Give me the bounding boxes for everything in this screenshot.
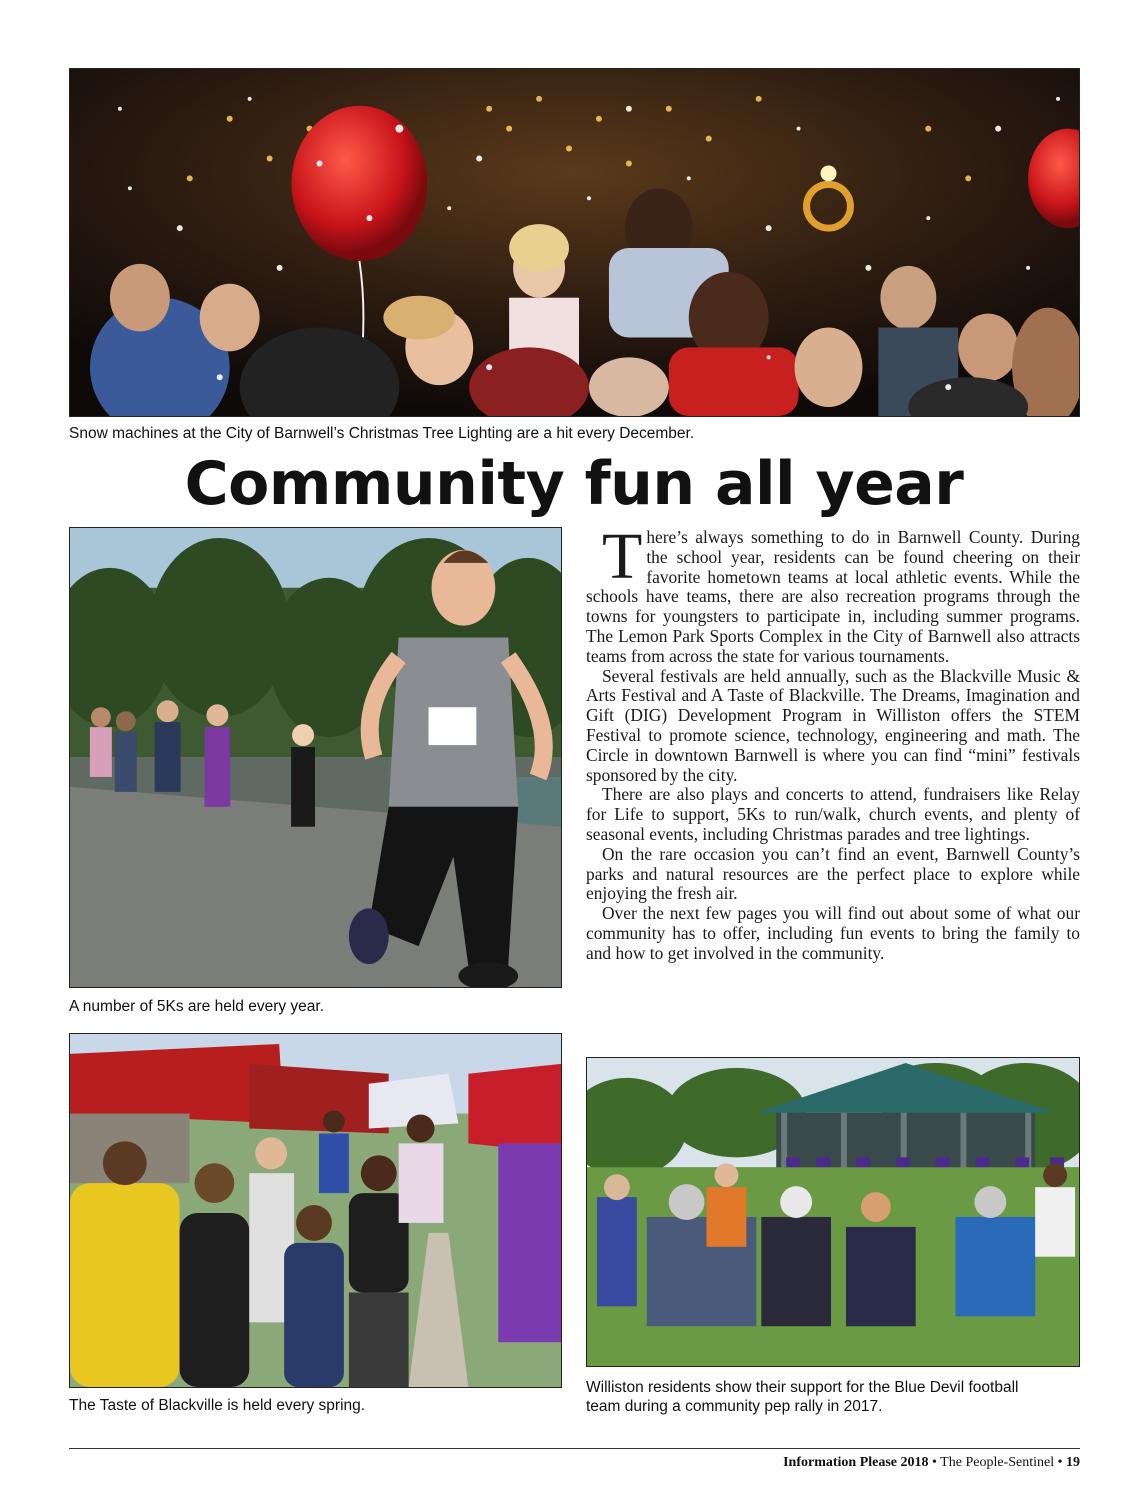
- page-number: 19: [1066, 1455, 1080, 1470]
- footer-separator-2: •: [1057, 1455, 1063, 1470]
- festival-photo: [69, 1033, 562, 1388]
- paragraph-1-text: here’s always something to do in Barnwell County. During the school year, residents can be found cheering on their favorite hometown teams at local athletic events. While the schools have teams, there are also recreation programs through the towns for youngsters to participate in, including summer programs. The Lemon Park Sports Complex in the City of Barnwell also attracts teams from across the state for various tournaments.: [586, 527, 1080, 666]
- festival-photo-caption: The Taste of Blackville is held every spring.: [69, 1397, 366, 1414]
- festival-photo-illustration: [70, 1034, 561, 1387]
- christmas-tree-lighting-photo: [69, 68, 1080, 417]
- christmas-photo-caption: Snow machines at the City of Barnwell’s Christmas Tree Lighting are a hit every December.: [69, 425, 695, 442]
- article-paragraph-1: [586, 520, 1080, 667]
- footer-paper-name: The People-Sentinel: [940, 1455, 1055, 1470]
- pep-rally-photo: [586, 1057, 1080, 1367]
- pep-rally-caption-line-2: team during a community pep rally in 2017.: [586, 1398, 883, 1415]
- page-footer: [783, 1454, 1080, 1472]
- article-body: [586, 520, 1080, 964]
- page-headline: Community fun all year: [184, 449, 964, 519]
- race-photo: [69, 527, 562, 988]
- article-paragraph-2: Several festivals are held annually, such as the Blackville Music & Arts Festival and A Taste of Blackville. The Dreams, Imagination and Gift (DIG) Development Program in Williston offers the STEM Festival to promote science, technology, engineering and math. The Circle in downtown Barnwell is where you can find “mini” festivals sponsored by the city.: [586, 665, 1080, 785]
- christmas-photo-illustration: [70, 69, 1079, 416]
- article-paragraph-3: There are also plays and concerts to attend, fundraisers like Relay for Life to support, 5Ks to run/walk, church events, and plenty of seasonal events, including Christmas parades and tree lightings.: [586, 784, 1080, 844]
- drop-cap: T: [602, 520, 643, 593]
- article-paragraph-4: On the rare occasion you can’t find an event, Barnwell County’s parks and natural resources are the perfect place to explore while enjoying the fresh air.: [586, 843, 1080, 904]
- footer-separator-1: •: [932, 1455, 937, 1470]
- race-photo-caption: A number of 5Ks are held every year.: [69, 998, 325, 1015]
- pep-rally-caption-line-1: Williston residents show their support for the Blue Devil football: [586, 1379, 1019, 1396]
- pep-rally-photo-caption: [586, 1378, 1080, 1416]
- race-photo-illustration: [70, 528, 561, 987]
- footer-rule: [69, 1448, 1080, 1449]
- pep-rally-photo-illustration: [587, 1058, 1079, 1366]
- article-paragraph-5: Over the next few pages you will find out about some of what our community has to offer, including fun events to bring the family to and how to get involved in the community.: [586, 903, 1080, 963]
- footer-publication: Information Please 2018: [783, 1455, 929, 1470]
